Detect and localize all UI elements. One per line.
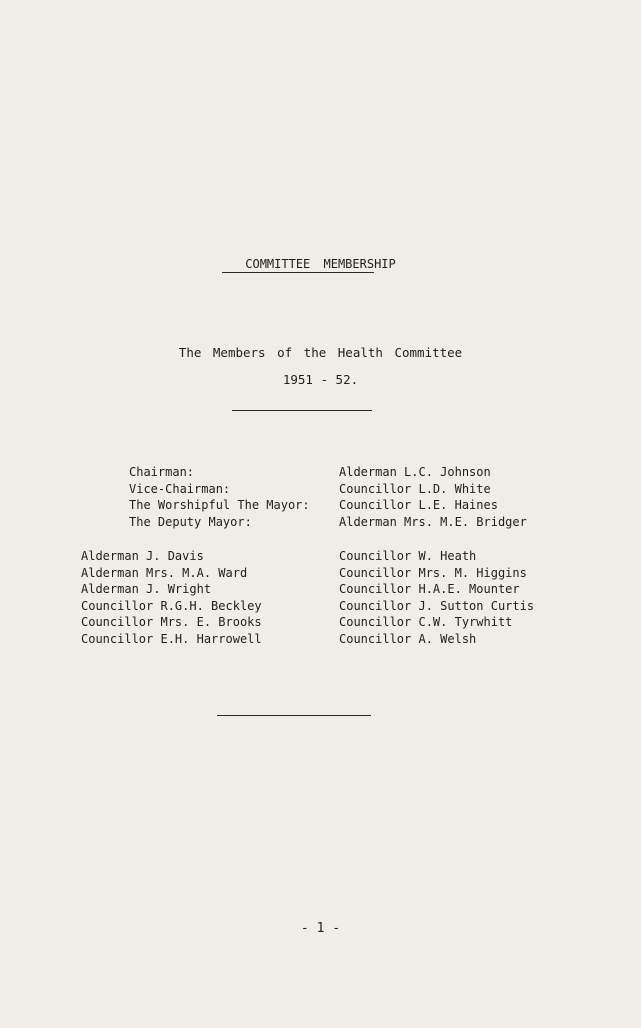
divider-top [232, 410, 372, 411]
members-list-right [339, 548, 534, 648]
member-name: Councillor Mrs. M. Higgins [339, 565, 527, 580]
officer-name: Councillor L.E. Haines [339, 498, 498, 513]
member-name: Alderman J. Davis [81, 549, 204, 563]
member-name: Councillor J. Sutton Curtis [339, 598, 535, 613]
divider-bottom [217, 715, 371, 716]
member-name: Councillor A. Welsh [339, 631, 477, 646]
member-name: Alderman J. Wright [81, 582, 212, 597]
officer-names [339, 464, 527, 530]
officer-roles [129, 464, 310, 530]
member-name: Councillor Mrs. E. Brooks [81, 615, 262, 630]
heading-underline [222, 272, 374, 273]
officer-role: Chairman: [129, 465, 195, 479]
member-name: Councillor W. Heath [339, 549, 477, 563]
member-name: Alderman Mrs. M.A. Ward [81, 565, 248, 580]
member-name: Councillor H.A.E. Mounter [339, 582, 520, 597]
member-name: Councillor E.H. Harrowell [81, 631, 262, 646]
member-name: Councillor R.G.H. Beckley [81, 598, 262, 613]
officer-role: The Worshipful The Mayor: [129, 498, 310, 513]
officer-name: Alderman L.C. Johnson [339, 465, 491, 479]
officer-name: Alderman Mrs. M.E. Bridger [339, 514, 527, 529]
member-name: Councillor C.W. Tyrwhitt [339, 615, 513, 630]
committee-year: 1951 - 52. [282, 372, 359, 387]
officer-role: The Deputy Mayor: [129, 514, 252, 529]
officer-name: Councillor L.D. White [339, 481, 491, 496]
committee-subtitle: The Members of the Health Committee [178, 345, 463, 360]
page-number: - 1 - [300, 921, 341, 936]
page-heading: COMMITTEE MEMBERSHIP [245, 257, 396, 271]
members-list-left [81, 548, 262, 648]
officer-role: Vice-Chairman: [129, 481, 231, 496]
